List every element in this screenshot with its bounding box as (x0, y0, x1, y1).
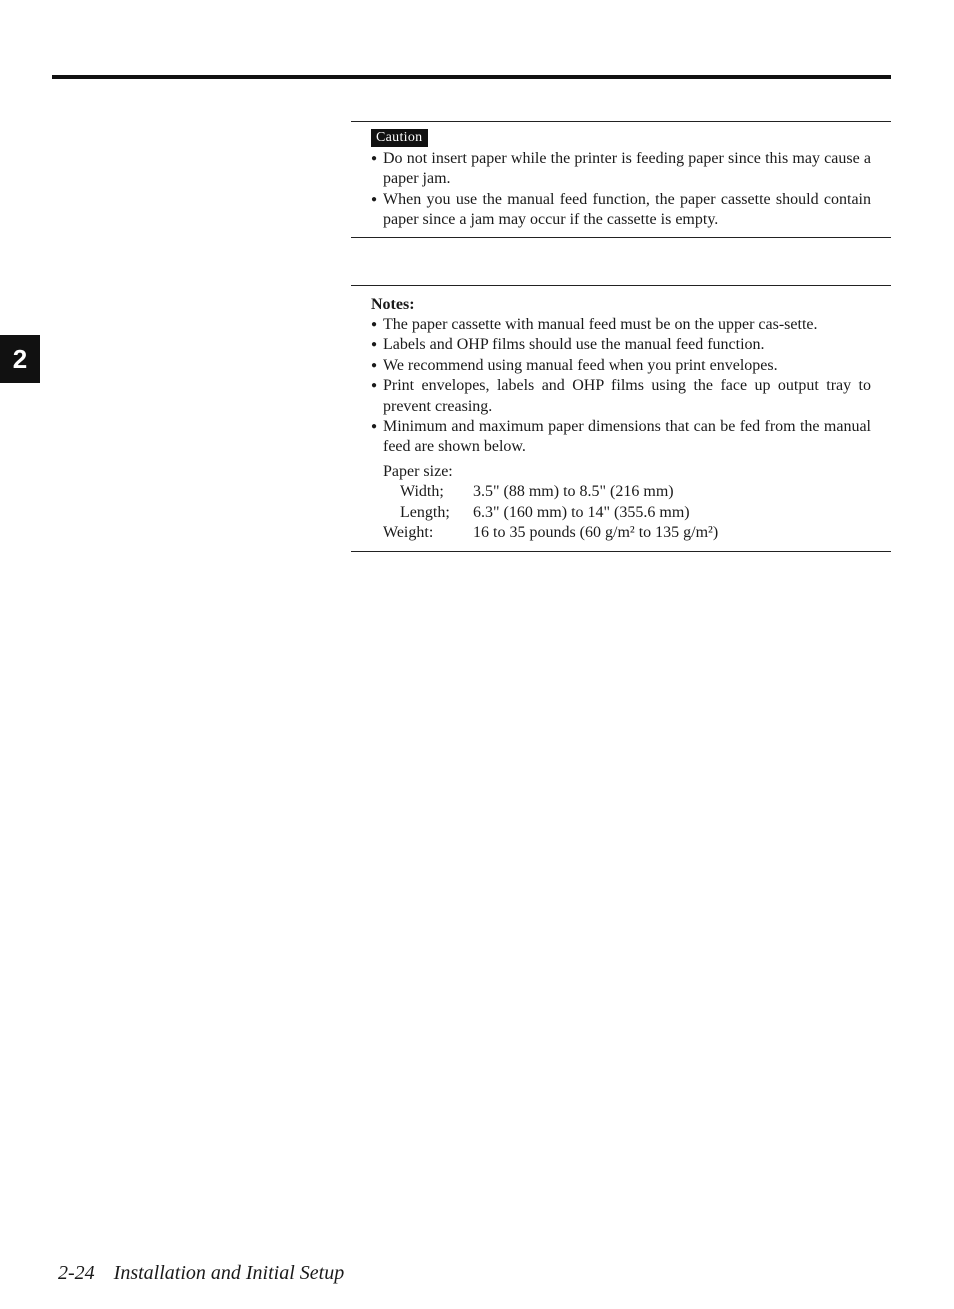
notes-list (371, 315, 871, 458)
weight-value: 16 to 35 pounds (60 g/m² to 135 g/m²) (473, 524, 719, 542)
width-label: Width; (400, 483, 444, 501)
notes-item: ● The paper cassette with manual feed must be on the upper cas-sette. (371, 315, 871, 335)
notes-box (351, 285, 891, 552)
notes-item: ● Labels and OHP films should use the manual feed function. (371, 335, 871, 355)
caution-item: ● Do not insert paper while the printer is feeding paper since this may cause a paper jam. (371, 149, 871, 190)
caution-bottom-rule (351, 237, 891, 238)
notes-item: ● Minimum and maximum paper dimensions that can be fed from the manual feed are shown below. (371, 417, 871, 458)
notes-item: ● Print envelopes, labels and OHP films using the face up output tray to prevent creasing. (371, 376, 871, 417)
paper-spec (371, 462, 871, 544)
width-row (383, 482, 871, 502)
length-row (383, 503, 871, 523)
paper-size-label: Paper size: (383, 462, 453, 480)
caution-box (351, 121, 891, 238)
weight-row (383, 523, 871, 543)
length-value: 6.3" (160 mm) to 14" (355.6 mm) (473, 503, 690, 521)
notes-label: Notes: (371, 296, 415, 313)
page-number: 2-24 (58, 1262, 95, 1284)
notes-bottom-rule (351, 551, 891, 552)
page-footer (58, 1262, 344, 1285)
caution-label: Caution (371, 129, 428, 147)
chapter-tab: 2 (0, 335, 40, 383)
caution-item: ● When you use the manual feed function, the paper cassette should contain paper since a jam may occur if the cassette is empty. (371, 190, 871, 231)
top-rule (52, 75, 891, 79)
section-title: Installation and Initial Setup (113, 1262, 345, 1284)
weight-label: Weight: (383, 524, 434, 542)
width-value: 3.5" (88 mm) to 8.5" (216 mm) (473, 483, 674, 501)
length-label: Length; (400, 503, 450, 521)
notes-top-rule (351, 285, 891, 286)
caution-list (371, 149, 871, 231)
notes-item: ● We recommend using manual feed when you print envelopes. (371, 356, 871, 376)
